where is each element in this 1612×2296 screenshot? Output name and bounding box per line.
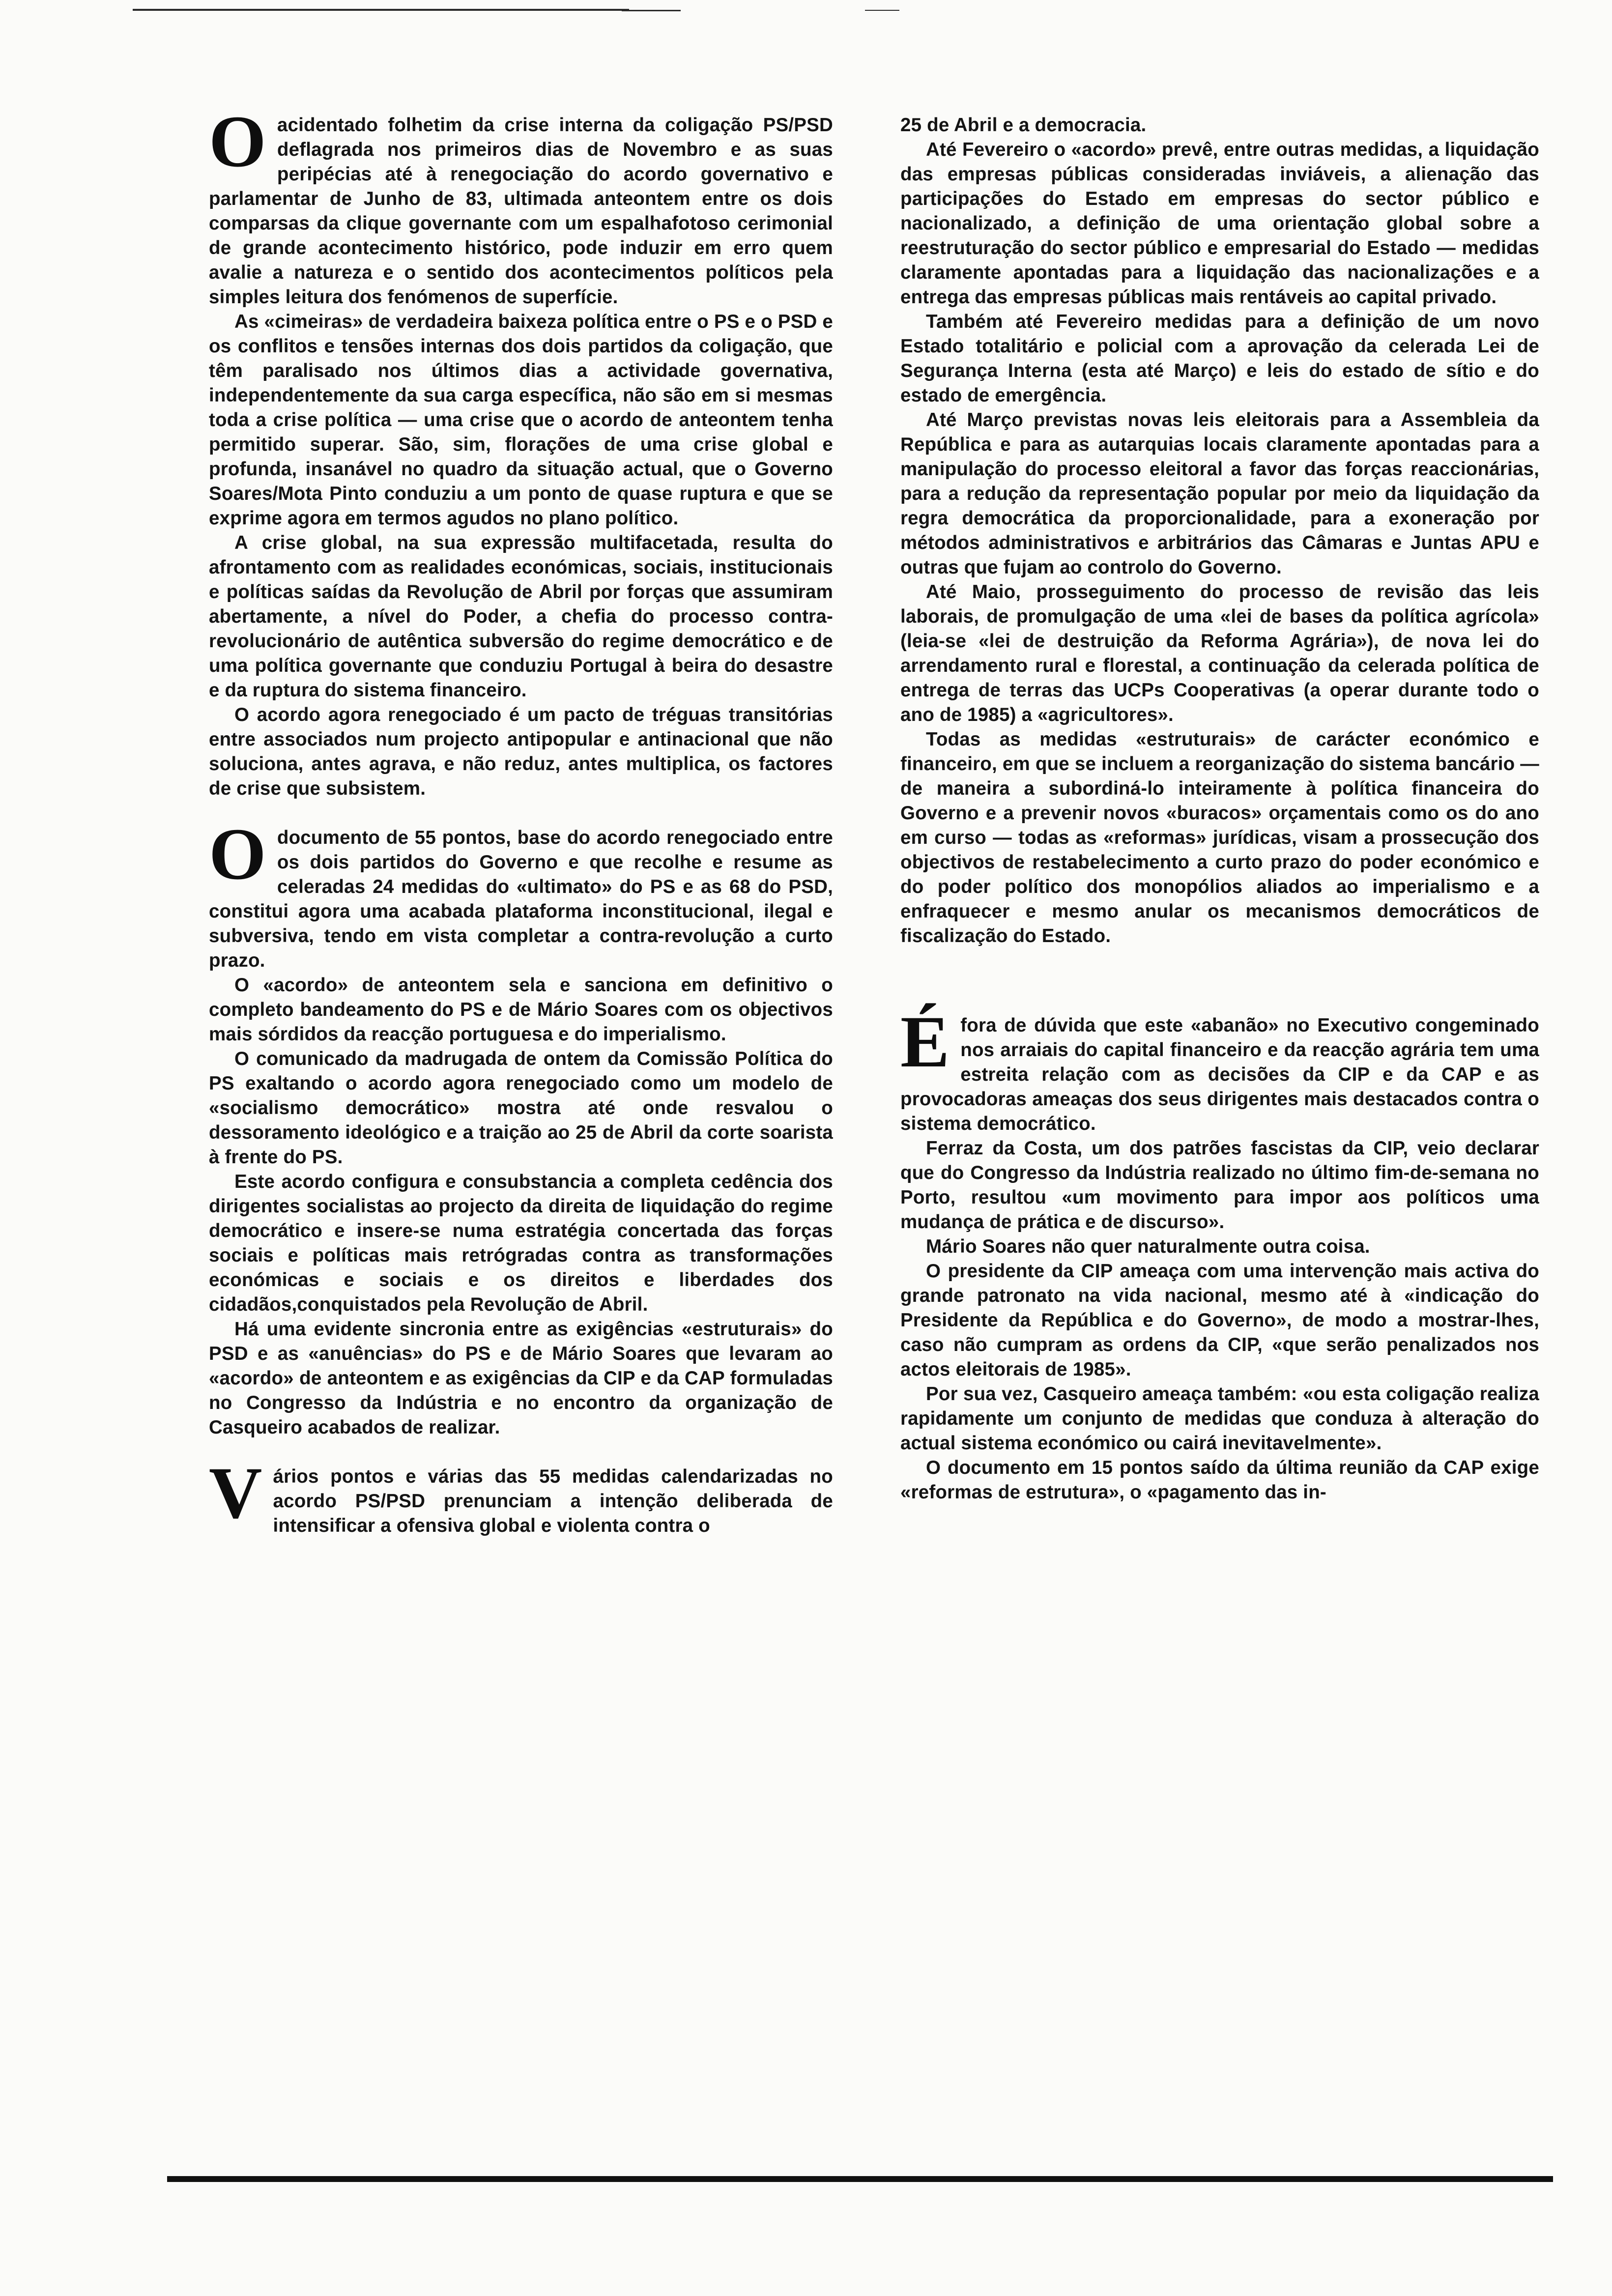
paragraph-ferraz-da-costa: Ferraz da Costa, um dos patrões fascistas da CIP, veio declarar que do Congresso da Indústria realizado no último fim-de-semana no Porto, resultou «um movimento para impor aos políticos uma mudança de prática e de discurso». [900,1138,1539,1233]
section-gap [900,948,1539,989]
paragraph-sincronia: Há uma evidente sincronia entre as exigências «estruturais» do PSD e as «anuências» do PS e de Mário Soares que levaram ao «acordo» de anteontem e as exigências da CIP e da CAP formuladas no Congresso da Indústria e no encontro da organização de Casqueiro acabados de realizar. [209,1319,833,1438]
dropcap-o: O [209,101,266,182]
paragraph-intro [209,101,833,310]
paragraph-documento-cap: O documento em 15 pontos saído da última reunião da CAP exige «reformas de estrutura», o «pagamento das in- [900,1457,1539,1503]
paragraph-text: documento de 55 pontos, base do acordo renegociado entre os dois partidos do Governo e que recolhe e resume as celeradas 24 medidas do «ultimato» do PS e as 68 do PSD, constitui agora uma acabada plataforma inconstitucional, ilegal e subversiva, tendo em vista completar a contra-revolução a curto prazo. [209,827,833,971]
top-rule-right [865,10,899,11]
paragraph-text: fora de dúvida que este «abanão» no Executivo congeminado nos arraiais do capital financeiro e da reacção agrária tem uma estreita relação com as decisões da CIP e da CAP e as provocadoras ameaças dos seus dirigentes mais destacados contra o sistema democrático. [900,1015,1539,1134]
paragraph-text: ários pontos e várias das 55 medidas calendarizadas no acordo PS/PSD prenunciam a intenção deliberada de intensificar a ofensiva global e violenta contra o [273,1466,833,1536]
paragraph-estado-policial: Também até Fevereiro medidas para a definição de um novo Estado totalitário e policial com a aprovação da celerada Lei de Segurança Interna (esta até Março) e leis do estado de sítio e do estado de emergência. [900,311,1539,406]
bottom-rule [167,2176,1553,2182]
paragraph-acordo-renegociado: O acordo agora renegociado é um pacto de tréguas transitórias entre associados num projecto antipopular e antinacional que não soluciona, antes agrava, e não reduz, antes multiplica, os factores de crise que subsistem. [209,704,833,799]
paragraph-mario-soares: Mário Soares não quer naturalmente outra coisa. [926,1236,1370,1257]
dropcap-v: V [209,1452,262,1534]
top-rule-center [622,10,681,11]
paragraph-documento-55-pontos [209,813,833,973]
dropcap-e: É [900,1001,950,1083]
paragraph-leis-eleitorais: Até Março previstas novas leis eleitorais para a Assembleia da República e para as autarquias locais claramente apontadas para a manipulação do processo eleitoral a favor das forças reaccionárias, para a redução da representação popular por meio da liquidação da regra democrática da proporcionalidade, para a exoneração por métodos administrativos e arbitrários das Câmaras e Juntas APU e outras que fujam ao controlo do Governo. [900,409,1539,578]
paragraph-text: acidentado folhetim da crise interna da coligação PS/PSD deflagrada nos primeiros dias de Novembro e as suas peripécias até à renegociação do acordo governativo e parlamentar de Junho de 83, ultimada anteontem entre os dois comparsas da clique governante com um espalhafotoso cerimonial de grande acontecimento histórico, pode induzir em erro quem avalie a natureza e o sentido dos acontecimentos políticos pela simples leitura dos fenómenos de superfície. [209,115,833,308]
paragraph-medidas-estruturais: Todas as medidas «estruturais» de carácter económico e financeiro, em que se incluem a reorganização do sistema bancário — de maneira a subordiná-lo inteiramente à política financeira do Governo e a prevenir novos «buracos» orçamentais como os do ano em curso — todas as «reformas» jurídicas, visam a prossecução dos objectivos de restabelecimento a curto prazo do poder económico e do poder político dos monopólios aliados ao imperialismo e a enfraquecer e mesmo anular os mecanismos democráticos de fiscalização do Estado. [900,729,1539,947]
paragraph-varios-pontos [209,1452,833,1538]
paragraph-crise-global: A crise global, na sua expressão multifacetada, resulta do afrontamento com as realidades económicas, sociais, institucionais e políticas saídas da Revolução de Abril por forças que assumiram abertamente, a nível do Poder, a chefia do processo contra-revolucionário de autêntica subversão do regime democrático e de uma política governante que conduziu Portugal à beira do desastre e da ruptura do sistema financeiro. [209,532,833,701]
paragraph-cedencia: Este acordo configura e consubstancia a completa cedência dos dirigentes socialistas ao projecto da direita de liquidação do regime democrático e insere-se numa estratégia concertada das forças sociais e políticas mais retrógradas contra as transformações económicas e sociais e os direitos e liberdades dos cidadãos,conquistados pela Revolução de Abril. [209,1171,833,1315]
paragraph-leis-laborais: Até Maio, prosseguimento do processo de revisão das leis laborais, de promulgação de uma «lei de bases da política agrícola» (leia-se «lei de destruição da Reforma Agrária»), de nova lei do arrendamento rural e florestal, a continuação da celerada política de entrega de terras das UCPs Cooperativas (a operar durante todo o ano de 1985) a «agricultores». [900,581,1539,725]
top-rule-left [133,9,629,11]
paragraph-acordo-anteontem: O «acordo» de anteontem sela e sanciona em definitivo o completo bandeamento do PS e de Mário Soares com os objectivos mais sórdidos da reacção portuguesa e do imperialismo. [209,975,833,1045]
paragraph-fevereiro: Até Fevereiro o «acordo» prevê, entre outras medidas, a liquidação das empresas públicas consideradas inviáveis, a alienação das participações do Estado em empresas do sector público e nacionalizado, a definição de uma orientação global sobre a reestruturação do sector público e empresarial do Estado — medidas claramente apontadas para a liquidação das nacionalizações e a entrega das empresas públicas mais rentáveis ao capital privado. [900,139,1539,308]
article-column-left [209,101,833,1538]
dropcap-o: O [209,813,266,895]
paragraph-abanao [900,1001,1539,1136]
article-column-right [900,113,1539,1505]
paragraph-casqueiro: Por sua vez, Casqueiro ameaça também: «ou esta coligação realiza rapidamente um conjunto de medidas que conduza à alteração do actual sistema económico ou cairá inevitavelmente». [900,1383,1539,1454]
paragraph-comunicado: O comunicado da madrugada de ontem da Comissão Política do PS exaltando o acordo agora renegociado como um modelo de «socialismo democrático» mostra até onde resvalou o dessoramento ideológico e a traição ao 25 de Abril da corte soarista à frente do PS. [209,1048,833,1168]
paragraph-continuation: 25 de Abril e a democracia. [900,115,1147,136]
paragraph-cimeiras: As «cimeiras» de verdadeira baixeza política entre o PS e o PSD e os conflitos e tensões internas dos dois partidos da coligação, que têm paralisado nos últimos dias a actividade governativa, independentemente da sua carga específica, não são em si mesmas toda a crise política — uma crise que o acordo de anteontem tenha permitido superar. São, sim, florações de uma crise global e profunda, insanável no quadro da situação actual, que o Governo Soares/Mota Pinto conduziu a um ponto de quase ruptura e que se exprime agora em termos agudos no plano político. [209,311,833,529]
paragraph-presidente-cip: O presidente da CIP ameaça com uma intervenção mais activa do grande patronato na vida nacional, mesmo até à «indicação do Presidente da República e do Governo», de modo a mostrar-lhes, caso não cumpram as ordens da CIP, «que serão penalizados nos actos eleitorais de 1985». [900,1261,1539,1380]
